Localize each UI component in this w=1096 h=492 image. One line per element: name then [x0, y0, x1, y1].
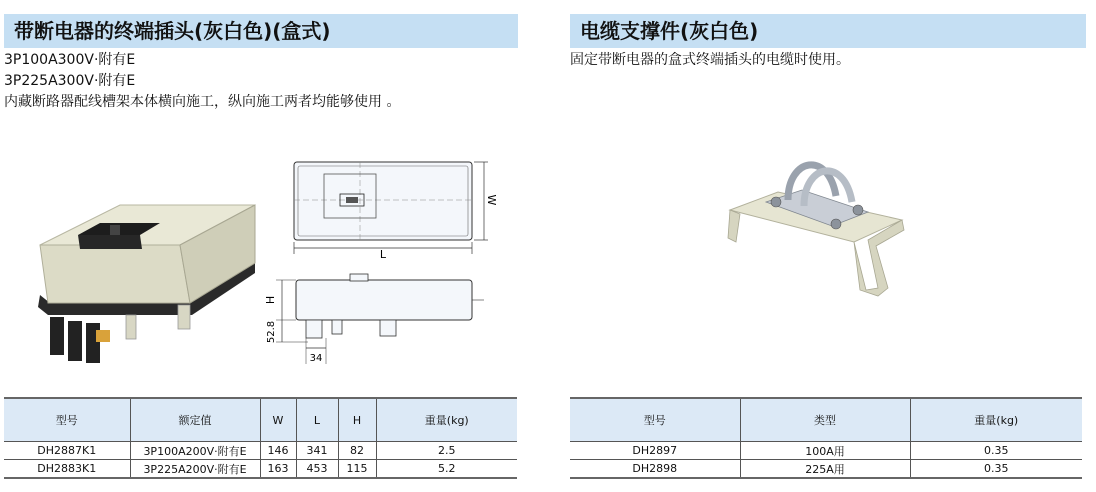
cell-model: DH2883K1	[4, 460, 130, 479]
dimension-drawing	[262, 150, 512, 370]
cell-model: DH2887K1	[4, 442, 130, 460]
col-header-h: H	[338, 398, 376, 442]
cell-type: 225A用	[740, 460, 910, 479]
cell-weight: 5.2	[376, 460, 517, 479]
cell-l: 453	[296, 460, 338, 479]
cell-weight: 2.5	[376, 442, 517, 460]
usage-note: 内藏断路器配线槽架本体横向施工，纵向施工两者均能够使用 。	[4, 94, 401, 110]
col-header-weight: 重量(kg)	[910, 398, 1082, 442]
col-header-w: W	[260, 398, 296, 442]
table-header-row	[570, 398, 1082, 442]
cell-l: 341	[296, 442, 338, 460]
terminal-width-dimension-label: 34	[309, 353, 323, 364]
cell-w: 163	[260, 460, 296, 479]
col-header-model: 型号	[570, 398, 740, 442]
col-header-rating: 额定值	[130, 398, 260, 442]
table-row	[4, 442, 517, 460]
terminal-plug-spec-table	[4, 397, 517, 479]
table-row	[570, 460, 1082, 479]
width-dimension-label: W	[485, 194, 498, 206]
left-section-title: 带断电器的终端插头(灰白色)(盒式)	[4, 14, 518, 48]
table-row	[570, 442, 1082, 460]
col-header-l: L	[296, 398, 338, 442]
cell-w: 146	[260, 442, 296, 460]
cell-model: DH2897	[570, 442, 740, 460]
rating-line-1: 3P100A300V·附有E	[4, 52, 136, 68]
length-dimension-label: L	[379, 248, 387, 261]
col-header-type: 类型	[740, 398, 910, 442]
cable-support-spec-table	[570, 397, 1082, 479]
col-header-weight: 重量(kg)	[376, 398, 517, 442]
cell-rating: 3P100A200V·附有E	[130, 442, 260, 460]
table-header-row	[4, 398, 517, 442]
col-header-model: 型号	[4, 398, 130, 442]
right-description	[570, 50, 1086, 71]
right-section-title: 电缆支撑件(灰白色)	[570, 14, 1086, 48]
right-section	[570, 14, 1086, 71]
cable-support-photo	[718, 150, 918, 298]
left-section	[4, 14, 518, 113]
left-description	[4, 50, 518, 113]
cable-support-note: 固定带断电器的盒式终端插头的电缆时使用。	[570, 52, 850, 68]
cell-h: 115	[338, 460, 376, 479]
cell-rating: 3P225A200V·附有E	[130, 460, 260, 479]
cell-h: 82	[338, 442, 376, 460]
offset-dimension-label: 52.8	[266, 320, 277, 344]
rating-line-2: 3P225A300V·附有E	[4, 73, 136, 89]
table-row	[4, 460, 517, 479]
terminal-plug-photo	[30, 185, 258, 375]
cell-model: DH2898	[570, 460, 740, 479]
height-dimension-label: H	[264, 295, 277, 305]
cell-type: 100A用	[740, 442, 910, 460]
cell-weight: 0.35	[910, 442, 1082, 460]
cell-weight: 0.35	[910, 460, 1082, 479]
